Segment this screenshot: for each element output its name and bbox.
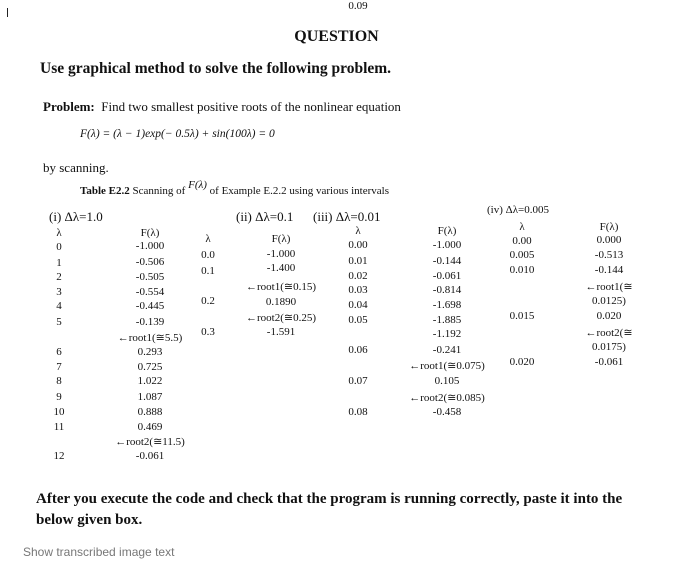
col-iii-f-cell: ←root1(≅0.075): [409, 360, 485, 372]
problem-label: Problem:: [43, 99, 95, 114]
col-i-lambda-cell: 0: [56, 241, 62, 253]
footer-instruction: After you execute the code and check that the program is running correctly, paste it into the below given box.: [36, 491, 623, 528]
col-i-lambda-cell: 8: [56, 375, 62, 387]
col-ii-f-cell: 0.1890: [265, 296, 297, 308]
col-iv-f-cell: -0.144: [594, 264, 624, 276]
col-iii-lambda-cell: 0.00: [348, 239, 368, 251]
col-i-lambda-cell: λ: [56, 227, 62, 239]
col-ii-f-cell: -1.591: [266, 326, 296, 338]
col-ii-f-cell: -1.000: [266, 248, 296, 260]
col-iv-f-cell: 0.000: [596, 234, 622, 246]
col-ii-f-cell: ←root2(≅0.25): [245, 312, 316, 324]
table-number: Table E2.2: [80, 185, 130, 197]
col-i-lambda-cell: 2: [56, 271, 62, 283]
col-iii-f-cell: -1.885: [432, 314, 462, 326]
col-iii-lambda-cell: 0.01: [348, 255, 368, 267]
col-i-f-cell: -0.506: [135, 256, 165, 268]
col-i-f-cell: -0.061: [135, 450, 165, 462]
col-i-lambda-cell: 1: [56, 257, 62, 269]
col-ii-f-cell: ←root1(≅0.15): [245, 281, 316, 293]
page-title: QUESTION: [294, 28, 379, 45]
col-i-f-cell: -0.505: [135, 271, 165, 283]
col-i-lambda-cell: 11: [53, 421, 65, 433]
col-i-f-cell: -0.445: [135, 300, 165, 312]
col-i-lambda-cell: 12: [53, 450, 65, 462]
col-ii-lambda-cell: 0.0: [201, 249, 215, 261]
col-i-lambda-cell: 9: [56, 391, 62, 403]
col-iii-f-cell: 0.105: [434, 375, 460, 387]
col-i-f-cell: -1.000: [135, 240, 165, 252]
show-transcribed-link[interactable]: Show transcribed image text: [23, 545, 175, 559]
col-iii-f-cell: -0.061: [432, 270, 462, 282]
caption-pre: Scanning of: [132, 185, 186, 197]
col-i-f-cell: ←root2(≅11.5): [115, 436, 185, 448]
col-iv-f-cell: 0.020: [596, 310, 622, 322]
col-iii-f-cell: F(λ): [437, 225, 457, 237]
col-iii-f-cell: -0.814: [432, 284, 462, 296]
col-iii-lambda-cell: 0.04: [348, 299, 368, 311]
col-iii-lambda-cell: 0.09: [348, 0, 368, 12]
col-i-lambda-cell: 6: [56, 346, 62, 358]
col-iii-lambda-cell: 0.06: [348, 344, 368, 356]
col-ii-f-cell: F(λ): [271, 233, 291, 245]
col-iii-lambda-cell: 0.08: [348, 406, 368, 418]
col-iv-lambda-cell: 0.00: [512, 235, 532, 247]
instruction-text: Use graphical method to solve the following problem.: [40, 60, 392, 77]
col-ii-lambda-cell: 0.3: [201, 326, 215, 338]
col-iii-f-cell: -1.698: [432, 299, 462, 311]
col-i-f-cell: 1.022: [137, 375, 163, 387]
col-iv-f-cell: ←root2(≅: [585, 327, 633, 339]
col-i-f-cell: 1.087: [137, 391, 163, 403]
col-i-f-cell: 0.725: [137, 361, 163, 373]
col-i-f-cell: 0.293: [137, 346, 163, 358]
col-i-lambda-cell: 7: [56, 361, 62, 373]
col-iv-lambda-cell: λ: [519, 221, 525, 233]
table-caption: [80, 179, 389, 197]
col-iv-lambda-cell: 0.020: [509, 356, 535, 368]
col-i-f-cell: -0.554: [135, 286, 165, 298]
col-iii-lambda-cell: λ: [355, 225, 361, 237]
col-i-lambda-cell: 4: [56, 300, 62, 312]
col-iii-f-cell: -0.458: [432, 406, 462, 418]
col-iii-lambda-cell: 0.02: [348, 270, 368, 282]
col-iv-f-cell: -0.061: [594, 356, 624, 368]
col-i-lambda-cell: 3: [56, 286, 62, 298]
col-iv-f-cell: ←root1(≅: [585, 281, 633, 293]
caption-post: of Example E.2.2 using various intervals: [209, 185, 389, 197]
subhead-iii: (iii) Δλ=0.01: [313, 209, 381, 224]
scanning-note: by scanning.: [43, 160, 109, 175]
col-iv-lambda-cell: 0.005: [509, 249, 535, 261]
col-iv-f-cell: -0.513: [594, 249, 624, 261]
col-iv-lambda-cell: 0.010: [509, 264, 535, 276]
subhead-iv: (iv) Δλ=0.005: [487, 204, 549, 216]
col-iii-lambda-cell: 0.05: [348, 314, 368, 326]
col-iii-f-cell: -1.000: [432, 239, 462, 251]
subhead-i: (i) Δλ=1.0: [49, 209, 103, 224]
col-i-f-cell: 0.888: [137, 406, 163, 418]
col-iii-lambda-cell: 0.07: [348, 375, 368, 387]
col-i-lambda-cell: 5: [56, 316, 62, 328]
col-i-f-cell: -0.139: [135, 316, 165, 328]
col-i-f-cell: F(λ): [140, 227, 160, 239]
col-ii-f-cell: -1.400: [266, 262, 296, 274]
subhead-ii: (ii) Δλ=0.1: [236, 209, 294, 224]
problem-text: Find two smallest positive roots of the nonlinear equation: [101, 99, 401, 114]
col-iv-f-cell: F(λ): [599, 221, 619, 233]
col-i-f-cell: ←root1(≅5.5): [117, 332, 183, 344]
text-cursor: [7, 8, 8, 17]
caption-function: F(λ): [188, 179, 207, 191]
col-ii-lambda-cell: λ: [205, 233, 211, 245]
col-iii-lambda-cell: 0.03: [348, 284, 368, 296]
equation: F(λ) = (λ − 1)exp(− 0.5λ) + sin(100λ) = 0: [80, 128, 275, 140]
col-iii-f-cell: ←root2(≅0.085): [409, 392, 485, 404]
col-ii-lambda-cell: 0.2: [201, 295, 215, 307]
col-ii-lambda-cell: 0.1: [201, 265, 215, 277]
col-iii-f-cell: -0.144: [432, 255, 462, 267]
col-iii-f-cell: -1.192: [432, 328, 462, 340]
col-iv-f-cell: 0.0125): [592, 295, 626, 307]
col-iv-f-cell: 0.0175): [592, 341, 626, 353]
col-iv-lambda-cell: 0.015: [509, 310, 535, 322]
problem-statement: [43, 99, 401, 115]
col-i-lambda-cell: 10: [53, 406, 65, 418]
col-i-f-cell: 0.469: [137, 421, 163, 433]
col-iii-f-cell: -0.241: [432, 344, 462, 356]
